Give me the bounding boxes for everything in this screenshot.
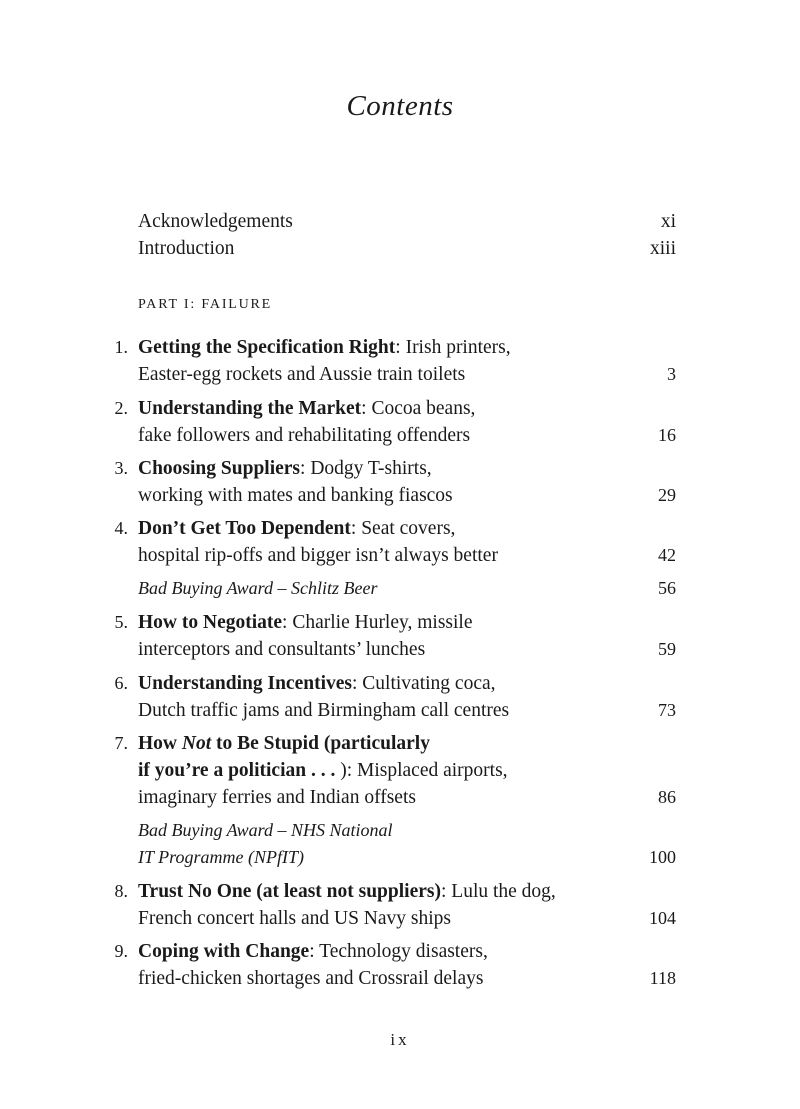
chapter-text (138, 609, 618, 663)
chapter-title-emphasis: Not (181, 733, 212, 754)
chapter-page: 73 (658, 700, 676, 720)
chapter-number: 2. (114, 398, 128, 418)
chapter-number: 3. (114, 458, 128, 478)
toc-entry[interactable] (100, 334, 676, 388)
chapter-subtitle: : Irish printers, (395, 337, 511, 358)
toc-entry[interactable] (100, 609, 676, 663)
chapter-title: Don’t Get Too Dependent (138, 518, 351, 539)
toc-entry[interactable] (100, 670, 676, 724)
chapter-number: 6. (114, 673, 128, 693)
chapter-text (138, 730, 618, 811)
chapter-subtitle-line: French concert halls and US Navy ships (138, 908, 452, 929)
chapter-subtitle-line: fake followers and rehabilitating offenders (138, 425, 471, 446)
toc-front-item[interactable] (138, 211, 676, 233)
toc-entry[interactable] (100, 395, 676, 449)
toc-award-entry[interactable] (100, 575, 676, 602)
chapter-title: Choosing Suppliers (138, 458, 301, 479)
award-title-line: Bad Buying Award – NHS National (138, 820, 393, 840)
chapter-page: 3 (667, 364, 676, 384)
chapter-text (138, 334, 618, 388)
chapter-title-part: to Be Stupid (particularly (211, 733, 430, 754)
chapter-subtitle-line: hospital rip-offs and bigger isn’t always better (138, 545, 498, 566)
toc-front-label: Acknowledgements (138, 211, 293, 232)
toc-front-item[interactable] (138, 238, 676, 260)
chapter-title-part: if you’re a politician . . . (138, 760, 341, 781)
chapter-text (138, 878, 618, 932)
chapter-title: How to Negotiate (138, 612, 283, 633)
chapter-number: 5. (114, 612, 128, 632)
chapter-text (138, 515, 618, 569)
chapter-page: 16 (658, 425, 676, 445)
award-title (138, 817, 618, 871)
chapter-subtitle: ): Misplaced airports, (340, 760, 508, 781)
chapter-page: 29 (658, 485, 676, 505)
chapter-subtitle: : Cocoa beans, (361, 398, 476, 419)
chapter-subtitle-line: Dutch traffic jams and Birmingham call centres (138, 700, 510, 721)
chapter-subtitle: : Technology disasters, (309, 941, 488, 962)
chapter-title: Getting the Specification Right (138, 337, 396, 358)
toc-entry[interactable] (100, 455, 676, 509)
toc-front-page: xi (660, 211, 676, 232)
chapter-subtitle-line: imaginary ferries and Indian offsets (138, 787, 416, 808)
chapter-number: 4. (114, 518, 128, 538)
chapter-title: Understanding Incentives (138, 673, 352, 694)
page-title: Contents (346, 90, 454, 122)
page-number: ix (390, 1030, 410, 1049)
chapter-subtitle: : Seat covers, (350, 518, 456, 539)
chapter-text (138, 670, 618, 724)
toc-entry[interactable] (100, 730, 676, 811)
chapter-page: 118 (649, 968, 676, 988)
chapter-subtitle: : Cultivating coca, (352, 673, 496, 694)
chapter-subtitle-line: fried-chicken shortages and Crossrail delays (138, 968, 484, 989)
chapter-number: 7. (114, 733, 128, 753)
chapter-subtitle-line: working with mates and banking fiascos (138, 485, 453, 506)
chapter-title-part: How (138, 733, 182, 754)
chapter-text (138, 455, 618, 509)
chapter-number: 8. (114, 881, 128, 901)
chapter-title: Understanding the Market (138, 398, 362, 419)
chapter-text (138, 938, 618, 992)
award-page: 100 (649, 847, 676, 867)
chapter-title: Trust No One (at least not suppliers) (138, 881, 441, 902)
chapter-text (138, 395, 618, 449)
chapter-page: 104 (649, 908, 676, 928)
chapter-title: Coping with Change (138, 941, 310, 962)
toc-award-entry[interactable] (100, 817, 676, 871)
award-page: 56 (658, 578, 676, 598)
toc-front-label: Introduction (138, 238, 235, 259)
toc-front-page: xiii (649, 238, 676, 259)
chapter-subtitle-line: Easter-egg rockets and Aussie train toilets (138, 364, 466, 385)
chapter-subtitle: : Dodgy T-shirts, (300, 458, 432, 479)
part-heading: PART I: FAILURE (138, 297, 273, 312)
chapter-subtitle-line: interceptors and consultants’ lunches (138, 639, 426, 660)
chapter-number: 1. (114, 337, 128, 357)
chapter-page: 42 (658, 545, 676, 565)
chapter-page: 59 (658, 639, 676, 659)
chapter-page: 86 (658, 787, 676, 807)
award-title: Bad Buying Award – Schlitz Beer (138, 578, 378, 598)
toc-entry[interactable] (100, 878, 676, 932)
award-title-line: IT Programme (NPfIT) (138, 847, 304, 867)
chapter-number: 9. (114, 941, 128, 961)
chapter-subtitle: : Lulu the dog, (440, 881, 556, 902)
toc-entry[interactable] (100, 938, 676, 992)
toc-entry[interactable] (100, 515, 676, 569)
chapter-subtitle: : Charlie Hurley, missile (282, 612, 473, 633)
